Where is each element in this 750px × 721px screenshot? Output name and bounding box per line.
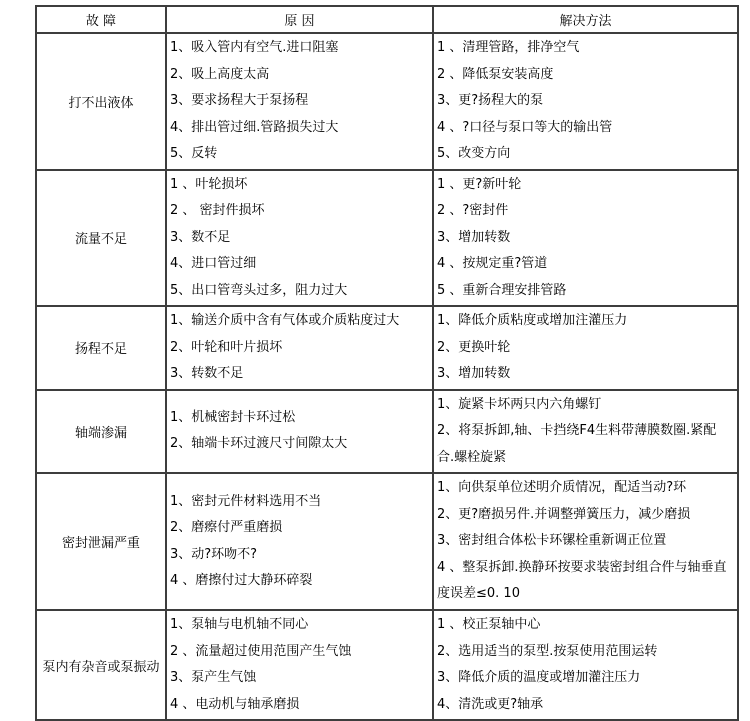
solution-line: 4 、整泵拆卸.换静环按要求装密封组合件与轴垂直 bbox=[437, 559, 727, 575]
solution-cell bbox=[433, 390, 738, 474]
cause-line: 2、叶轮和叶片损坏 bbox=[170, 339, 283, 355]
solution-line: 4 、按规定重?管道 bbox=[437, 256, 548, 271]
solution-line: 4、清洗或更?轴承 bbox=[437, 696, 544, 712]
cause-line: 3、要求扬程大于泵扬程 bbox=[170, 93, 309, 108]
cause-line: 5、出口管弯头过多，阻力过大 bbox=[170, 282, 348, 298]
cause-line: 4 、磨擦付过大静环碎裂 bbox=[170, 573, 313, 588]
header-cause: 原 因 bbox=[166, 6, 433, 33]
solution-cell bbox=[433, 33, 738, 170]
table-row bbox=[36, 33, 738, 170]
header-solution: 解决方法 bbox=[433, 6, 738, 33]
cause-cell bbox=[166, 33, 433, 170]
cause-line: 1、机械密封卡环过松 bbox=[170, 409, 296, 425]
solution-line: 2 、?密封件 bbox=[437, 203, 509, 218]
fault-label: 泵内有杂音或泵振动 bbox=[36, 610, 166, 720]
solution-line: 1 、清理管路，排净空气 bbox=[437, 40, 580, 55]
solution-line: 5 、重新合理安排管路 bbox=[437, 282, 567, 298]
solution-line: 1、旋紧卡坏两只内六角螺钉 bbox=[437, 396, 602, 412]
cause-line: 1、输送介质中含有气体或介质粘度过大 bbox=[170, 313, 400, 328]
cause-line: 2 、 密封件损坏 bbox=[170, 203, 265, 218]
cause-line: 3、数不足 bbox=[170, 229, 231, 245]
solution-line: 合.螺栓旋紧 bbox=[437, 449, 507, 465]
table-row bbox=[36, 610, 738, 720]
cause-line: 4 、电动机与轴承磨损 bbox=[170, 696, 300, 712]
solution-line: 3、更?扬程大的泵 bbox=[437, 93, 544, 108]
solution-cell bbox=[433, 306, 738, 390]
solution-line: 3、降低介质的温度或增加灌注压力 bbox=[437, 670, 641, 685]
cause-line: 3、泵产生气蚀 bbox=[170, 670, 257, 685]
header-row bbox=[36, 6, 738, 33]
fault-label: 流量不足 bbox=[36, 170, 166, 307]
solution-line: 2、选用适当的泵型.按泵使用范围运转 bbox=[437, 643, 658, 659]
cause-cell bbox=[166, 473, 433, 610]
solution-line: 2、更换叶轮 bbox=[437, 339, 511, 355]
cause-line: 1、泵轴与电机轴不同心 bbox=[170, 617, 309, 632]
header-fault: 故 障 bbox=[36, 6, 166, 33]
table-row bbox=[36, 306, 738, 390]
solution-cell bbox=[433, 170, 738, 307]
solution-line: 3、增加转数 bbox=[437, 366, 511, 381]
cause-line: 3、动?环吻不? bbox=[170, 546, 258, 562]
pump-troubleshooting-table bbox=[35, 5, 739, 721]
solution-line: 1 、更?新叶轮 bbox=[437, 176, 522, 192]
cause-line: 1、密封元件材料选用不当 bbox=[170, 493, 322, 509]
solution-line: 2 、降低泵安装高度 bbox=[437, 66, 554, 82]
solution-line: 1 、校正泵轴中心 bbox=[437, 617, 541, 632]
cause-line: 1 、叶轮损坏 bbox=[170, 176, 248, 192]
cause-line: 2、吸上高度太高 bbox=[170, 66, 270, 82]
table-row bbox=[36, 473, 738, 610]
cause-line: 2、磨瘵付严重磨损 bbox=[170, 520, 283, 535]
solution-cell bbox=[433, 473, 738, 610]
solution-line: 4 、?口径与泵口等大的输出管 bbox=[437, 119, 613, 135]
cause-line: 2、轴端卡环过渡尺寸间隙太大 bbox=[170, 436, 348, 452]
table-row bbox=[36, 390, 738, 474]
cause-line: 3、转数不足 bbox=[170, 366, 244, 381]
solution-line: 3、密封组合体松卡环镙栓重新调正位置 bbox=[437, 533, 667, 549]
cause-cell bbox=[166, 306, 433, 390]
solution-line: 5、改变方向 bbox=[437, 146, 511, 161]
cause-cell bbox=[166, 170, 433, 307]
cause-line: 2 、流量超过使用范围产生气蚀 bbox=[170, 643, 352, 659]
fault-label: 扬程不足 bbox=[36, 306, 166, 390]
solution-line: 3、增加转数 bbox=[437, 229, 511, 245]
solution-cell bbox=[433, 610, 738, 720]
cause-line: 5、反转 bbox=[170, 146, 218, 161]
solution-line: 2、将泵拆卸,轴、卡挡绕F4生料带薄膜数圈.紧配 bbox=[437, 423, 717, 438]
cause-line: 1、吸入管内有空气.进口阻塞 bbox=[170, 40, 339, 55]
cause-line: 4、排出管过细.管路损失过大 bbox=[170, 119, 339, 135]
cause-cell bbox=[166, 610, 433, 720]
cause-line: 4、进口管过细 bbox=[170, 256, 257, 271]
fault-label: 打不出液体 bbox=[36, 33, 166, 170]
solution-line: 度误差≤0. 10 bbox=[437, 586, 520, 602]
cause-cell bbox=[166, 390, 433, 474]
fault-label: 密封泄漏严重 bbox=[36, 473, 166, 610]
table-row bbox=[36, 170, 738, 307]
solution-line: 1、降低介质粘度或增加注灌压力 bbox=[437, 313, 628, 328]
fault-label: 轴端渗漏 bbox=[36, 390, 166, 474]
solution-line: 1、向供泵单位述明介质情况，配适当动?环 bbox=[437, 480, 687, 496]
solution-line: 2、更?磨损另件.并调整弹簧压力，减少磨损 bbox=[437, 506, 691, 522]
